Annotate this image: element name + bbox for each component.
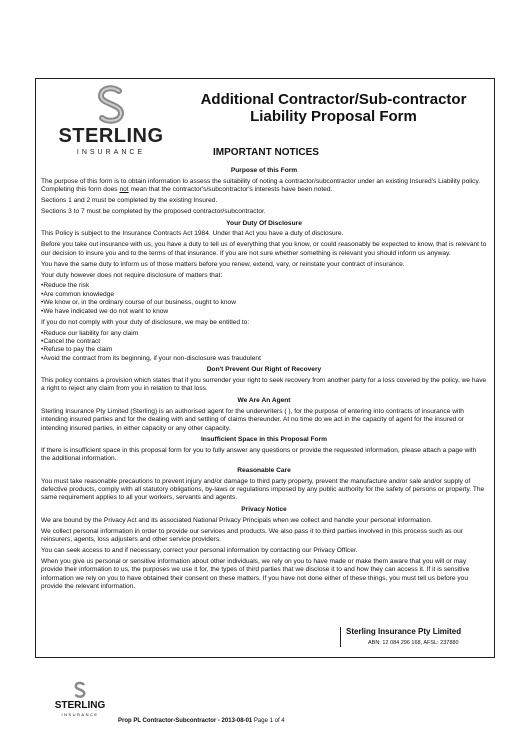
disclosure-exceptions-list (41, 282, 487, 316)
duty-paragraph-1: This Policy is subject to the Insurance Contracts Act 1984. Under that Act you have a duty of disclosure. (41, 230, 344, 238)
list-item: • Refuse to pay the claim (41, 346, 487, 354)
list-item: • We know or, in the ordinary course of our business, ought to know (41, 299, 487, 307)
list-item: • Reduce the risk (41, 282, 487, 290)
brand-subtitle: INSURANCE (76, 149, 146, 156)
company-signature (346, 627, 486, 646)
footer-logo (50, 680, 110, 730)
footer-brand-subtitle: INSURANCE (61, 712, 99, 717)
page-number: Page 1 of 4 (252, 718, 285, 724)
non-compliance-list (41, 330, 487, 364)
list-item: • Cancel the contract (41, 338, 487, 346)
footer-doc-ref: Prop PL Contractor-Subcontractor - 2013-08-01 (118, 718, 253, 724)
signature-divider (340, 627, 341, 647)
space-paragraph: If there is insufficient space in this proposal form for you to fully answer any questions or provide the requested information, please attach a page with the additional information. (41, 446, 477, 463)
notices-content (41, 164, 487, 594)
important-notices-heading: IMPORTANT NOTICES (213, 147, 319, 158)
brand-name: STERLING (58, 125, 164, 147)
privacy-heading: Privacy Notice (241, 505, 287, 513)
purpose-paragraph-3: Sections 3 to 7 must be completed by the proposed contractor/subcontractor. (41, 208, 266, 216)
agent-heading: We Are An Agent (237, 396, 291, 404)
privacy-paragraph-2: We collect personal information in order to provide our services and products. We also pass it to third parties involved in this process such as our reinsurers, agents, loss adjusters and other service providers. (41, 527, 463, 544)
privacy-paragraph-4: When you give us personal or sensitive information about other individuals, we rely on you to have made or make them aware that you will or may provide their information to us, the purposes we use it for, the types of third parties that we disclose it to and how they can access it. If it is sensitive information we rely on you to have obtained their consent on these matters. If you have not done either of these things, you must tell us before you provide the relevant information. (41, 557, 470, 591)
list-item: • Reduce our liability for any claim (41, 330, 487, 338)
form-frame (35, 78, 495, 658)
duty-heading: Your Duty Of Disclosure (226, 219, 302, 227)
care-heading: Reasonable Care (237, 466, 291, 474)
duty-paragraph-2: Before you take out insurance with us, you have a duty to tell us of everything that you know, or could reasonably be expected to know, that is relevant to our decision to insure you and to the terms of that insurance. If you are not sure whether something is relevant you should inform us anyway. (41, 241, 487, 257)
care-paragraph: You must take reasonable precautions to prevent injury and/or damage to third party property, prevent the manufacture and/or sale and/or supply of defective products, comply with all statutory obligations, by-laws or regulations imposed by any public authority for the safety of persons or property. The same requirement applies to all your workers, servants and agents. (41, 477, 485, 502)
title-line-1: Additional Contractor/Sub-contractor (200, 91, 467, 108)
page-title (176, 91, 491, 125)
footer-brand-name: STERLING (54, 700, 106, 711)
privacy-paragraph-1: We are bound by the Privacy Act and its associated National Privacy Principals when we collect and handle your personal information. (41, 516, 432, 524)
company-name: Sterling Insurance Pty Limited (346, 627, 462, 636)
duty-paragraph-4: Your duty however does not require disclosure of matters that: (41, 271, 223, 279)
company-abn: ABN: 12 084 296 168, AFSL: 237880 (368, 640, 459, 646)
agent-paragraph: Sterling Insurance Pty Limited (Sterling) is an authorised agent for the underwriters ( ), for the purpose of entering into contracts of insurance with intending insured parties and for the dealing with and settling of claims thereunder. At no time do we act in the capacity of agent for the insured or intending insured parties, in either capacity or any other capacity. (41, 407, 464, 432)
page-footer (118, 718, 285, 724)
recovery-heading: Don't Prevent Our Right of Recovery (206, 366, 322, 374)
list-item: • Avoid the contract from its beginning, if your non-disclosure was fraudulent (41, 355, 487, 363)
list-item: • Are common knowledge (41, 291, 487, 299)
duty-paragraph-3: You have the same duty to inform us of those matters before you renew, extend, vary, or reinstate your contract of insurance. (41, 260, 405, 268)
sterling-s-logo-icon (92, 85, 130, 125)
duty-paragraph-5: If you do not comply with your duty of disclosure, we may be entitled to: (41, 318, 250, 326)
purpose-paragraph-1: The purpose of this form is to obtain information to assess the suitability of noting a contractor/subcontractor under an existing Insured's Liability policy. Completing this form does not mean that the contractor's/subcontractor's interests have been noted. (41, 177, 481, 194)
purpose-paragraph-2: Sections 1 and 2 must be completed by the existing Insured. (41, 197, 218, 205)
purpose-heading: Purpose of this Form (230, 167, 298, 174)
sterling-s-logo-icon (72, 680, 88, 700)
recovery-paragraph: This policy contains a provision which states that if you surrender your right to seek recovery from another party for a loss covered by the policy, we have a right to reject any claim from you in relation to that loss. (41, 377, 487, 393)
list-item: • We have indicated we do not want to know (41, 308, 487, 316)
space-heading: Insufficient Space in this Proposal Form (200, 435, 328, 443)
title-line-2: Liability Proposal Form (250, 108, 417, 125)
privacy-paragraph-3: You can seek access to and if necessary, correct your personal information by contacting our Privacy Officer. (41, 546, 358, 554)
